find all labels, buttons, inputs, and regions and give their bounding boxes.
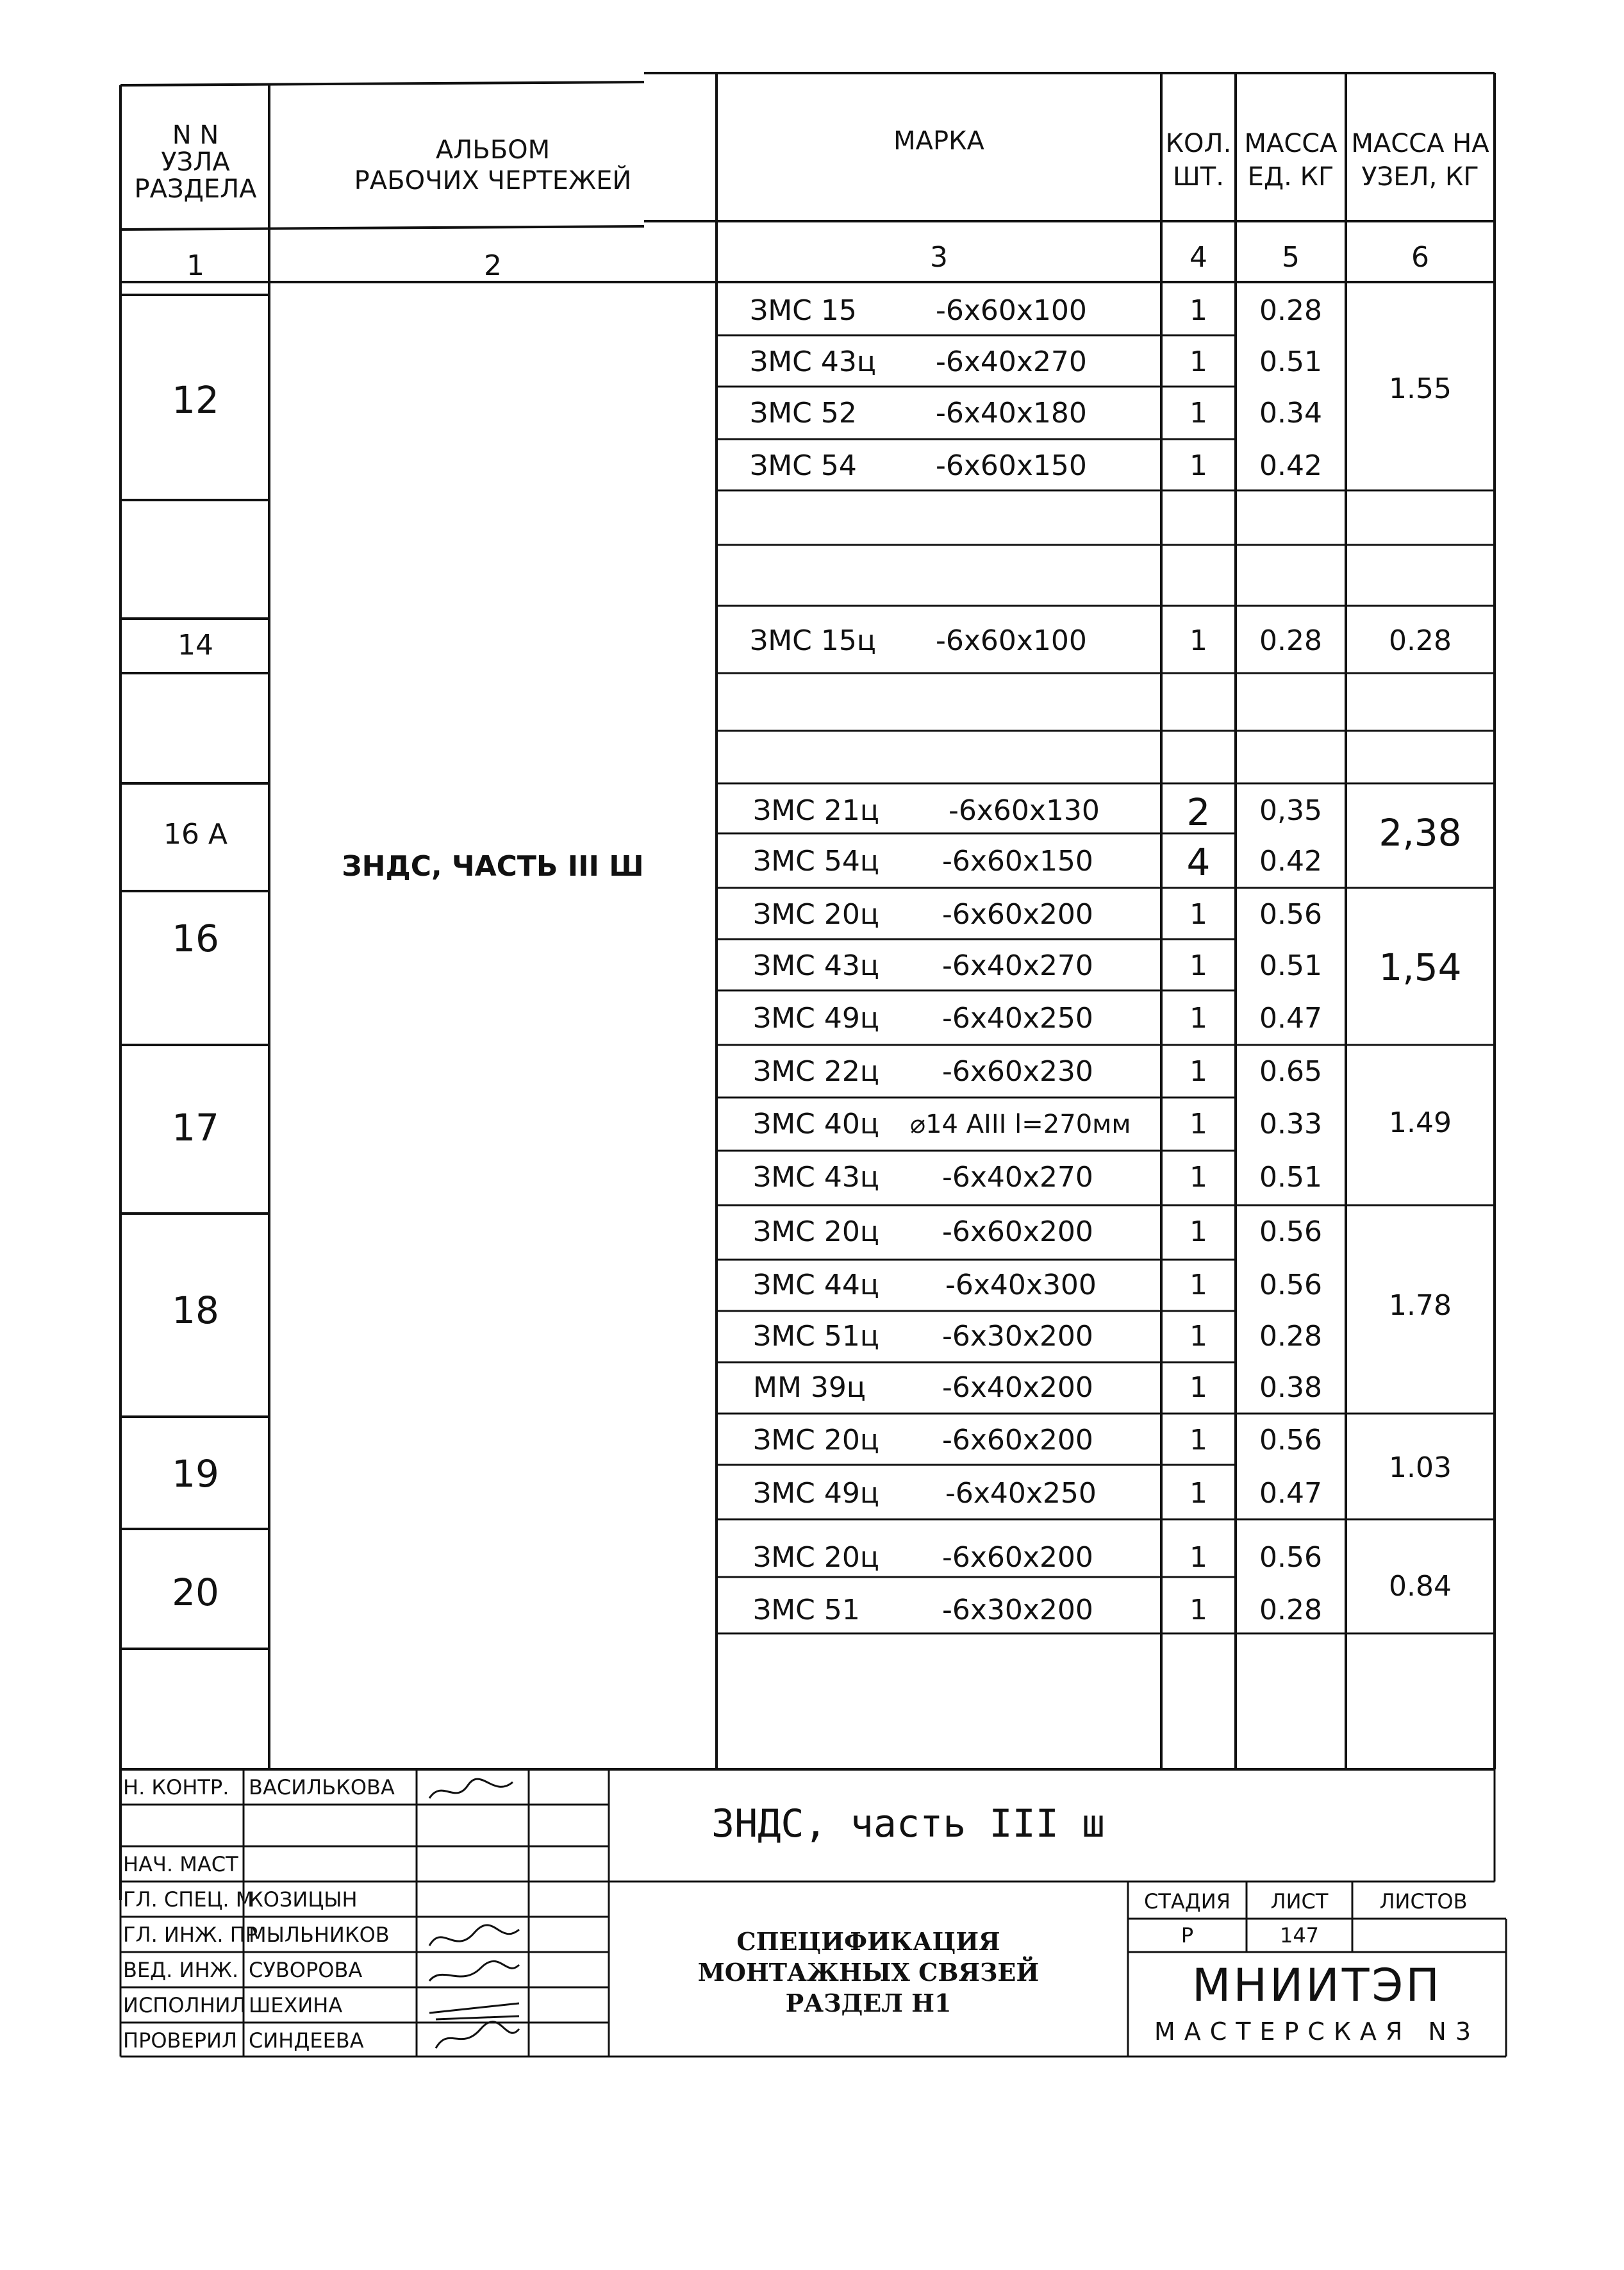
row-quantity: 1 [1189, 949, 1207, 982]
row-mark: ЗМС 22ц [753, 1055, 879, 1088]
stamp-name: ВАСИЛЬКОВА [249, 1775, 395, 1799]
row-mark: ЗМС 51ц [753, 1320, 879, 1353]
col-number-3: 3 [930, 241, 948, 274]
node-total-mass: 1.03 [1389, 1451, 1452, 1484]
row-unit-mass: 0.28 [1259, 1594, 1322, 1626]
row-mark: ЗМС 43ц [753, 949, 879, 982]
stamp-name: СУВОРОВА [249, 1958, 363, 1982]
stamp-role: ГЛ. СПЕЦ. М [123, 1887, 254, 1912]
stamp-role: ВЕД. ИНЖ. [123, 1958, 239, 1982]
row-quantity: 1 [1189, 1320, 1207, 1353]
header-mark: МАРКА [893, 126, 984, 156]
row-unit-mass: 0.56 [1259, 1215, 1322, 1248]
sheet-value: 147 [1279, 1923, 1320, 1948]
row-dimension: -6x30x200 [942, 1320, 1093, 1353]
row-dimension: -6x30x200 [942, 1594, 1093, 1626]
row-unit-mass: 0.38 [1259, 1371, 1322, 1404]
header-node-number: N N УЗЛА РАЗДЕЛА [134, 121, 257, 204]
row-quantity: 1 [1189, 449, 1207, 482]
row-quantity: 1 [1189, 1215, 1207, 1248]
row-mark: ЗМС 15 [750, 294, 857, 327]
row-unit-mass: 0.56 [1259, 1269, 1322, 1301]
row-dimension: -6x60x200 [942, 898, 1093, 931]
row-mark: ЗМС 20ц [753, 898, 879, 931]
stamp-name: ШЕХИНА [249, 1993, 343, 2017]
stamp-role: ГЛ. ИНЖ. ПР [123, 1923, 258, 1947]
organization-name: МНИИТЭП [1191, 1959, 1443, 2012]
row-unit-mass: 0,35 [1259, 794, 1322, 827]
row-quantity: 1 [1189, 1108, 1207, 1140]
col-number-6: 6 [1411, 241, 1429, 274]
row-mark: ЗМС 51 [753, 1594, 860, 1626]
row-mark: ЗМС 21ц [753, 794, 879, 827]
row-dimension: -6x60x100 [936, 294, 1087, 327]
row-unit-mass: 0.42 [1259, 845, 1322, 878]
row-dimension: -6x40x300 [945, 1269, 1097, 1301]
stamp-role: ПРОВЕРИЛ [123, 2028, 238, 2053]
node-number: 14 [178, 629, 213, 662]
row-dimension: -6x40x250 [942, 1002, 1093, 1035]
col-number-1: 1 [186, 249, 204, 282]
node-number: 19 [172, 1452, 219, 1496]
row-dimension: -6x40x270 [942, 1161, 1093, 1194]
row-quantity: 1 [1189, 346, 1207, 378]
header-node-mass: МАССА НА УЗЕЛ, КГ [1351, 129, 1489, 192]
row-unit-mass: 0.56 [1259, 1424, 1322, 1456]
node-total-mass: 0.28 [1389, 624, 1452, 657]
workshop-name: МАСТЕРСКАЯ N3 [1154, 2017, 1480, 2046]
row-quantity: 2 [1186, 790, 1211, 834]
row-unit-mass: 0.28 [1259, 294, 1322, 327]
row-quantity: 1 [1189, 1371, 1207, 1404]
row-mark: ЗМС 44ц [753, 1269, 879, 1301]
node-total-mass: 1.55 [1389, 372, 1452, 405]
row-dimension: ⌀14 AIII l=270мм [910, 1110, 1131, 1139]
row-mark: ЗМС 20ц [753, 1424, 879, 1456]
node-number: 12 [172, 378, 219, 422]
row-mark: ЗМС 54 [750, 449, 857, 482]
node-number: 20 [172, 1571, 219, 1614]
row-dimension: -6x60x150 [942, 845, 1093, 878]
stamp-role: Н. КОНТР. [123, 1775, 229, 1799]
row-dimension: -6x40x200 [942, 1371, 1093, 1404]
stamp-role: НАЧ. МАСТ [123, 1852, 238, 1876]
header-quantity: КОЛ. ШТ. [1165, 129, 1232, 192]
row-unit-mass: 0.56 [1259, 898, 1322, 931]
node-total-mass: 1.49 [1389, 1106, 1452, 1139]
col-number-2: 2 [484, 249, 502, 282]
row-unit-mass: 0.65 [1259, 1055, 1322, 1088]
row-dimension: -6x60x200 [942, 1541, 1093, 1574]
row-quantity: 1 [1189, 1594, 1207, 1626]
row-dimension: -6x40x270 [942, 949, 1093, 982]
node-number: 17 [172, 1106, 219, 1149]
stage-label: СТАДИЯ [1144, 1889, 1230, 1914]
row-quantity: 4 [1186, 840, 1211, 884]
node-number: 16 А [163, 818, 228, 851]
row-mark: ЗМС 43ц [753, 1161, 879, 1194]
node-number: 16 [172, 917, 219, 960]
row-unit-mass: 0.33 [1259, 1108, 1322, 1140]
row-unit-mass: 0.47 [1259, 1002, 1322, 1035]
row-mark: ЗМС 43ц [750, 346, 876, 378]
col-number-5: 5 [1282, 241, 1300, 274]
row-unit-mass: 0.28 [1259, 1320, 1322, 1353]
row-dimension: -6x40x180 [936, 397, 1087, 430]
header-album: АЛЬБОМ РАБОЧИХ ЧЕРТЕЖЕЙ [354, 135, 632, 196]
row-dimension: -6x60x200 [942, 1424, 1093, 1456]
row-dimension: -6x60x130 [949, 794, 1100, 827]
sheets-label: ЛИСТОВ [1379, 1889, 1468, 1914]
row-unit-mass: 0.42 [1259, 449, 1322, 482]
header-unit-mass: МАССА ЕД. КГ [1244, 129, 1338, 192]
row-dimension: -6x60x100 [936, 624, 1087, 657]
row-quantity: 1 [1189, 294, 1207, 327]
row-quantity: 1 [1189, 1424, 1207, 1456]
project-name: ЗНДС, часть III ш [711, 1801, 1106, 1846]
row-mark: ЗМС 49ц [753, 1477, 879, 1510]
album-name: ЗНДС, ЧАСТЬ III Ш [342, 850, 644, 883]
node-number: 18 [172, 1289, 219, 1332]
sheet-label: ЛИСТ [1270, 1889, 1329, 1914]
row-mark: ММ 39ц [753, 1371, 866, 1404]
row-dimension: -6x40x250 [945, 1477, 1097, 1510]
stamp-name: СИНДЕЕВА [249, 2028, 364, 2053]
row-dimension: -6x60x200 [942, 1215, 1093, 1248]
row-unit-mass: 0.51 [1259, 1161, 1322, 1194]
row-mark: ЗМС 54ц [753, 845, 879, 878]
row-unit-mass: 0.51 [1259, 949, 1322, 982]
stage-value: Р [1181, 1923, 1194, 1948]
row-quantity: 1 [1189, 1055, 1207, 1088]
row-quantity: 1 [1189, 1002, 1207, 1035]
node-total-mass: 1.78 [1389, 1289, 1452, 1322]
stamp-name: МЫЛЬНИКОВ [249, 1923, 390, 1947]
row-quantity: 1 [1189, 898, 1207, 931]
row-mark: ЗМС 15ц [750, 624, 876, 657]
row-quantity: 1 [1189, 1541, 1207, 1574]
stamp-role: ИСПОЛНИЛ [123, 1993, 246, 2017]
row-dimension: -6x40x270 [936, 346, 1087, 378]
row-quantity: 1 [1189, 1269, 1207, 1301]
row-mark: ЗМС 49ц [753, 1002, 879, 1035]
col-number-4: 4 [1189, 241, 1207, 274]
row-mark: ЗМС 20ц [753, 1541, 879, 1574]
row-dimension: -6x60x150 [936, 449, 1087, 482]
row-unit-mass: 0.56 [1259, 1541, 1322, 1574]
row-mark: ЗМС 20ц [753, 1215, 879, 1248]
row-dimension: -6x60x230 [942, 1055, 1093, 1088]
row-unit-mass: 0.51 [1259, 346, 1322, 378]
stamp-name: КОЗИЦЫН [249, 1887, 358, 1912]
node-total-mass: 1,54 [1379, 946, 1462, 989]
row-unit-mass: 0.28 [1259, 624, 1322, 657]
node-total-mass: 2,38 [1379, 811, 1462, 855]
row-unit-mass: 0.34 [1259, 397, 1322, 430]
row-unit-mass: 0.47 [1259, 1477, 1322, 1510]
signature-marks [423, 1773, 526, 2055]
document-title: СПЕЦИФИКАЦИЯ МОНТАЖНЫХ СВЯЗЕЙ РАЗДЕЛ Н1 [697, 1927, 1040, 2017]
row-quantity: 1 [1189, 397, 1207, 430]
node-total-mass: 0.84 [1389, 1570, 1452, 1603]
row-quantity: 1 [1189, 1161, 1207, 1194]
row-mark: ЗМС 52 [750, 397, 857, 430]
row-quantity: 1 [1189, 624, 1207, 657]
row-mark: ЗМС 40ц [753, 1108, 879, 1140]
row-quantity: 1 [1189, 1477, 1207, 1510]
